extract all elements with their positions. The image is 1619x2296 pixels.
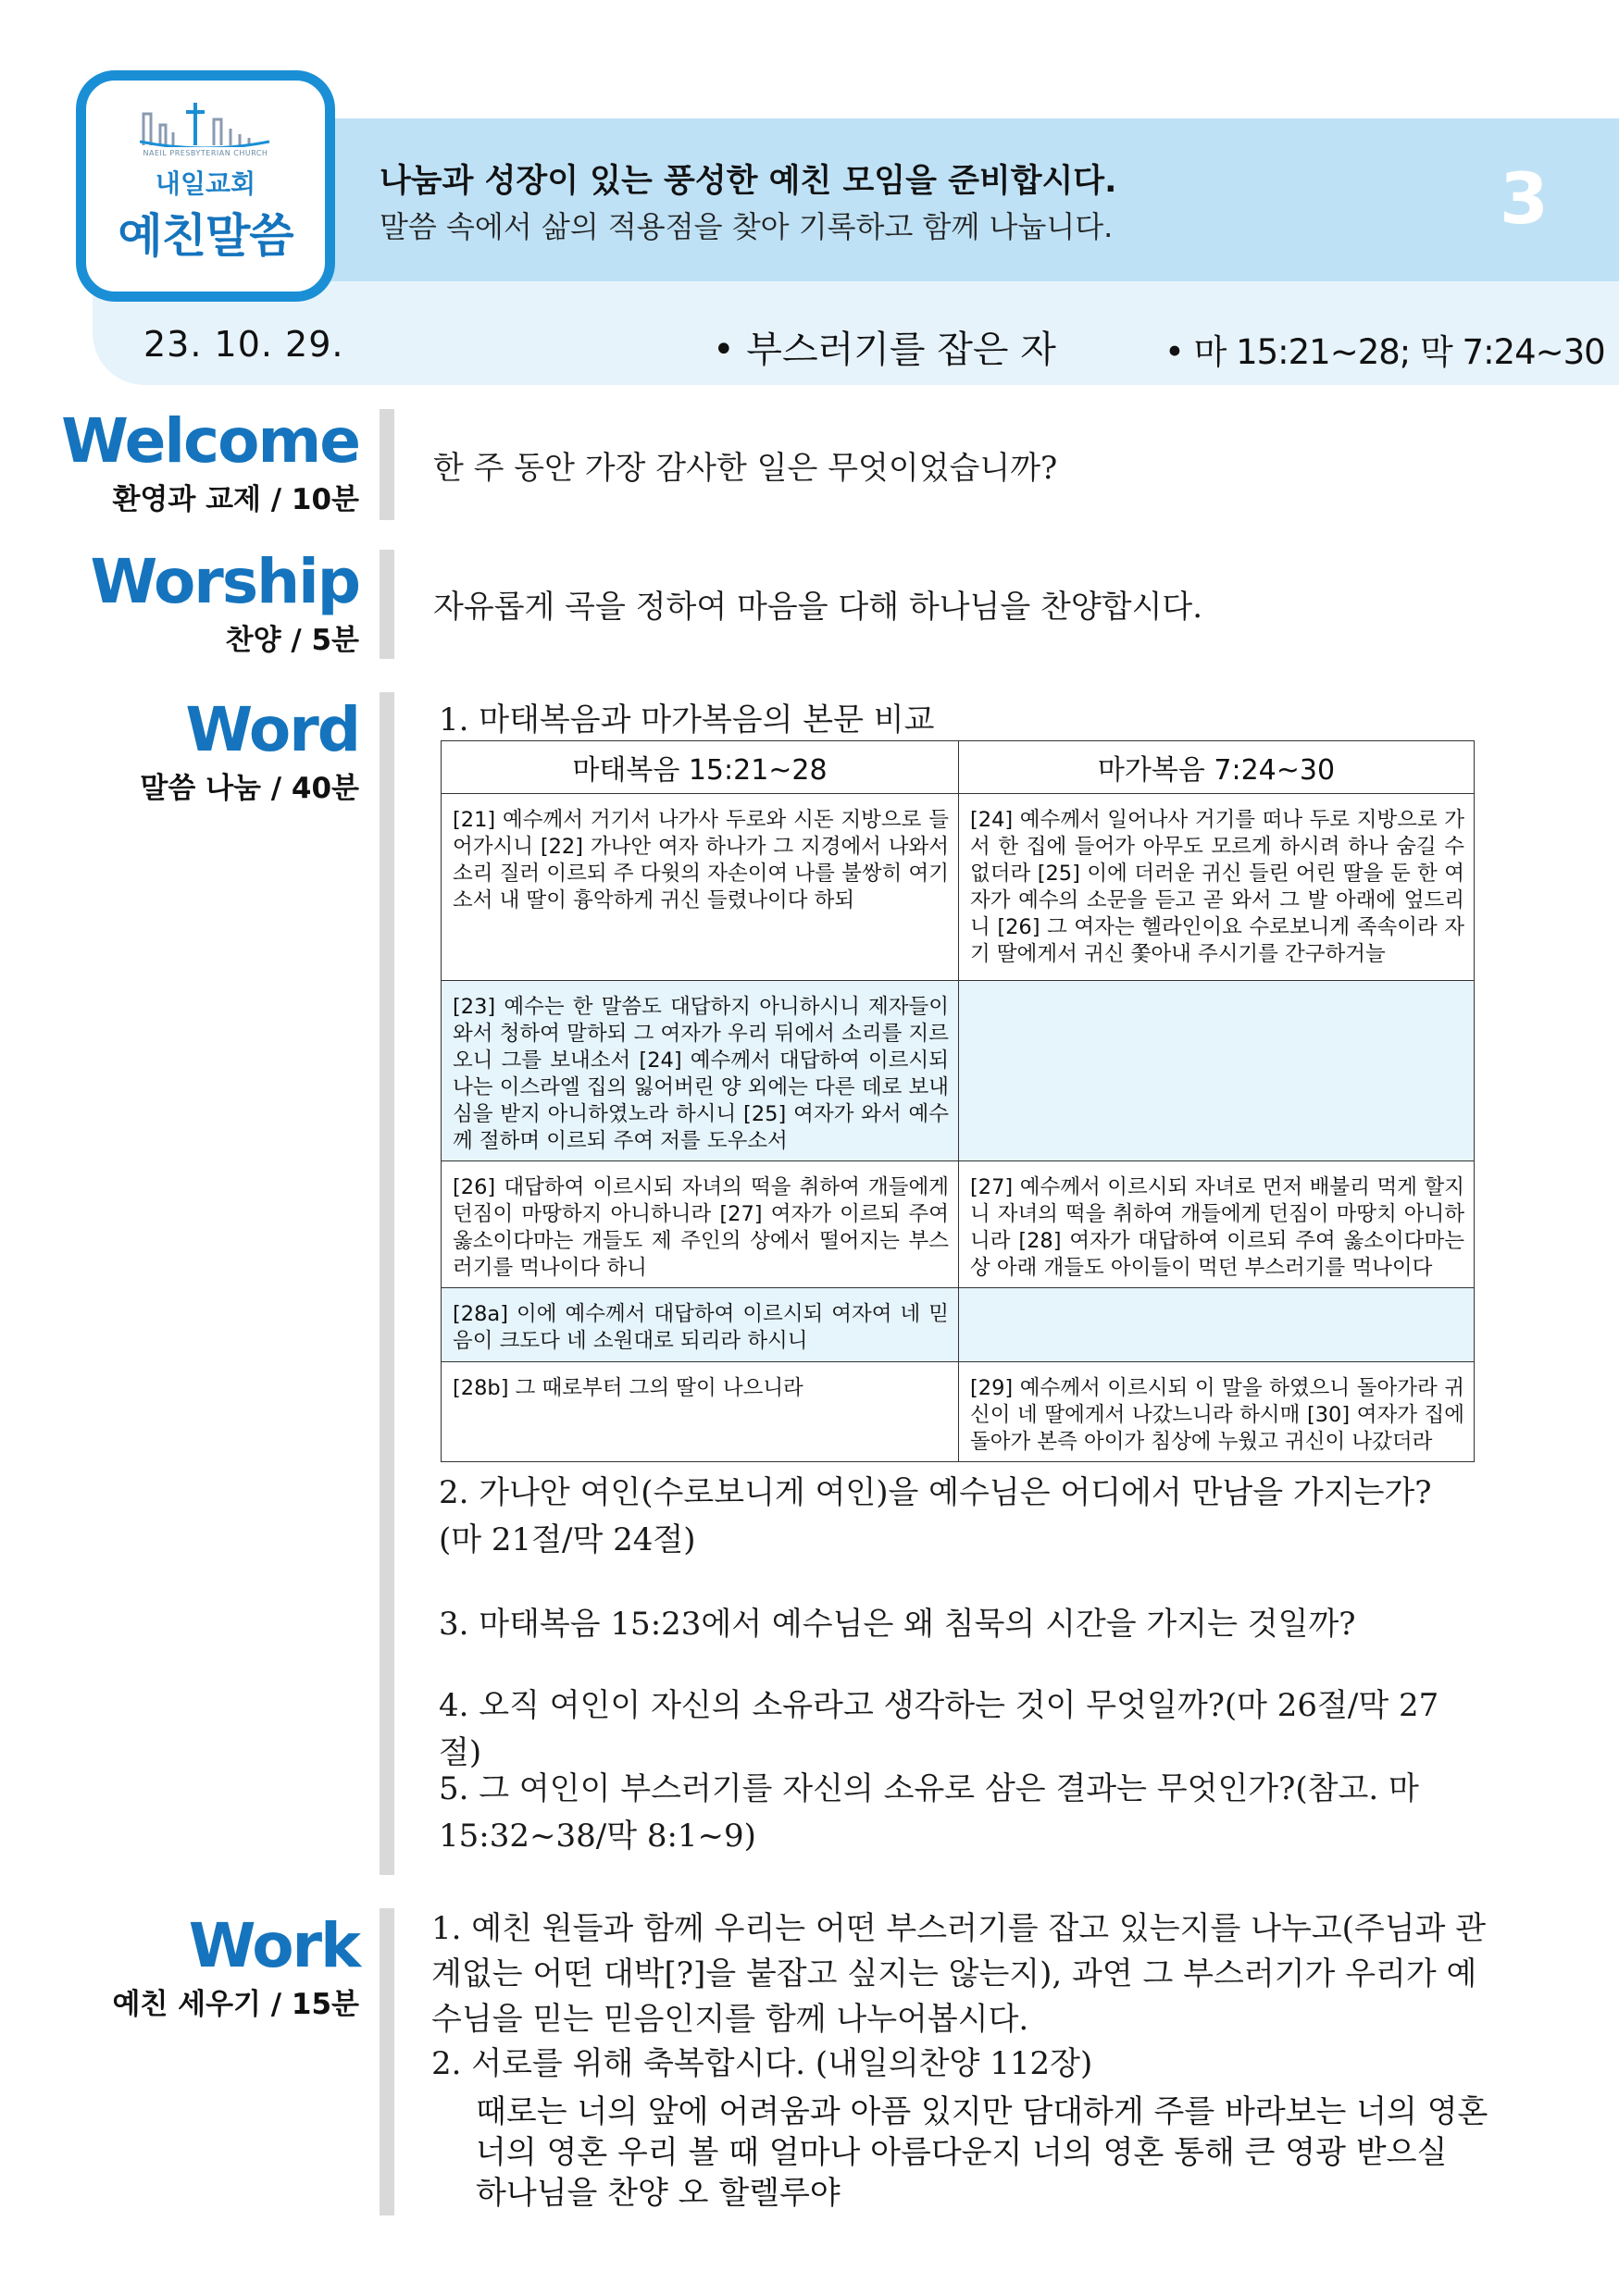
word-question-5: 5. 그 여인이 부스러기를 자신의 소유로 삼은 결과는 무엇인가?(참고. 마 15:32~38/막 8:1~9) xyxy=(439,1770,1419,1855)
table-header-mark: 마가복음 7:24~30 xyxy=(959,741,1475,794)
table-cell: [28a] 이에 예수께서 대답하여 이르시되 여자여 네 믿음이 크도다 네 소원대로 되리라 하시니 xyxy=(442,1288,959,1362)
logo-title: 예친말씀 xyxy=(118,209,293,263)
word-subtitle: 말씀 나눔 / 40분 xyxy=(140,772,359,805)
word-question-3: 3. 마태복음 15:23에서 예수님은 왜 침묵의 시간을 가지는 것일까? xyxy=(439,1606,1356,1643)
word-question-1: 1. 마태복음과 마가복음의 본문 비교 xyxy=(439,701,935,738)
work-item-1: 1. 예친 원들과 함께 우리는 어떤 부스러기를 잡고 있는지를 나누고(주님과 관계없는 어떤 대박[?]을 붙잡고 싶지는 않는지), 과연 그 부스러기가 우리가 예수님을 믿는 믿음인지를 함께 나누어봅시다. xyxy=(431,1910,1487,2038)
welcome-question: 한 주 동안 가장 감사한 일은 무엇이었습니까? xyxy=(433,450,1058,487)
word-question-2: 2. 가나안 여인(수로보니게 여인)을 예수님은 어디에서 만남을 가지는가? (마 21절/막 24절) xyxy=(439,1474,1432,1558)
header-headline: 나눔과 성장이 있는 풍성한 예친 모임을 준비합시다. xyxy=(380,163,1117,200)
table-cell: [21] 예수께서 거기서 나가사 두로와 시돈 지방으로 들어가시니 [22] 가나안 여자 하나가 그 지경에서 나와서 소리 질러 이르되 주 다윗의 자손이여 나를 불쌍히 여기소서 내 딸이 흉악하게 귀신 들렸나이다 하되 xyxy=(442,794,959,981)
hymn-line-3: 하나님을 찬양 오 할렐루야 xyxy=(476,2175,841,2212)
logo xyxy=(76,70,335,302)
sermon-title: • 부스러기를 잡은 자 xyxy=(713,329,1056,371)
worship-divider xyxy=(380,550,394,659)
welcome-title: Welcome xyxy=(61,405,359,477)
table-cell xyxy=(959,1288,1475,1362)
word-title: Word xyxy=(185,694,359,765)
table-cell: [26] 대답하여 이르시되 자녀의 떡을 취하여 개들에게 던짐이 마땅하지 아니하니라 [27] 여자가 이르되 주여 옳소이다마는 개들도 제 주인의 상에서 떨어지는 부스러기를 먹나이다 하니 xyxy=(442,1161,959,1288)
page-number: 3 xyxy=(1500,157,1549,240)
scripture-reference: • 마 15:21~28; 막 7:24~30 xyxy=(1164,332,1605,372)
hymn-line-1: 때로는 너의 앞에 어려움과 아픔 있지만 담대하게 주를 바라보는 너의 영혼 xyxy=(476,2093,1488,2130)
table-cell xyxy=(959,981,1475,1161)
work-subtitle: 예친 세우기 / 15분 xyxy=(112,1988,359,2021)
work-title: Work xyxy=(188,1910,359,1981)
worship-subtitle: 찬양 / 5분 xyxy=(225,624,359,657)
word-divider xyxy=(380,692,394,1875)
scripture-comparison-table xyxy=(441,740,1475,1462)
welcome-subtitle: 환영과 교제 / 10분 xyxy=(112,483,359,516)
table-cell: [28b] 그 때로부터 그의 딸이 나으니라 xyxy=(442,1362,959,1462)
worship-instruction: 자유롭게 곡을 정하여 마음을 다해 하나님을 찬양합시다. xyxy=(433,589,1203,626)
logo-caption: NAEIL PRESBYTERIAN CHURCH xyxy=(143,149,268,157)
word-question-4: 4. 오직 여인이 자신의 소유라고 생각하는 것이 무엇일까?(마 26절/막 27절) xyxy=(439,1687,1439,1771)
welcome-divider xyxy=(380,409,394,520)
table-row xyxy=(442,1161,1475,1288)
church-skyline-logo-icon xyxy=(140,101,271,147)
header-subline: 말씀 속에서 삶의 적용점을 찾아 기록하고 함께 나눕니다. xyxy=(380,209,1114,244)
table-row xyxy=(442,981,1475,1161)
worship-title: Worship xyxy=(90,546,359,617)
table-cell: [24] 예수께서 일어나사 거기를 떠나 두로 지방으로 가서 한 집에 들어가 아무도 모르게 하시려 하나 숨길 수 없더라 [25] 이에 더러운 귀신 들린 어린 딸을 둔 한 여자가 예수의 소문을 듣고 곧 와서 그 발 아래에 엎드리니 [26] 그 여자는 헬라인이요 수로보니게 족속이라 자기 딸에게서 귀신 쫓아내 주시기를 간구하거늘 xyxy=(959,794,1475,981)
work-divider xyxy=(380,1908,394,2215)
table-cell: [27] 예수께서 이르시되 자녀로 먼저 배불리 먹게 할지니 자녀의 떡을 취하여 개들에게 던짐이 마땅치 아니하니라 [28] 여자가 대답하여 이르되 주여 옳소이다마는 상 아래 개들도 아이들이 먹던 부스러기를 먹나이다 xyxy=(959,1161,1475,1288)
service-date: 23. 10. 29. xyxy=(143,324,344,365)
logo-church-name: 내일교회 xyxy=(155,168,256,199)
hymn-line-2: 너의 영혼 우리 볼 때 얼마나 아름다운지 너의 영혼 통해 큰 영광 받으실 xyxy=(476,2134,1448,2171)
table-cell: [29] 예수께서 이르시되 이 말을 하였으니 돌아가라 귀신이 네 딸에게서 나갔느니라 하시매 [30] 여자가 집에 돌아가 본즉 아이가 침상에 누웠고 귀신이 나갔더라 xyxy=(959,1362,1475,1462)
table-row xyxy=(442,1288,1475,1362)
table-cell: [23] 예수는 한 말씀도 대답하지 아니하시니 제자들이 와서 청하여 말하되 그 여자가 우리 뒤에서 소리를 지르오니 그를 보내소서 [24] 예수께서 대답하여 이르시되 나는 이스라엘 집의 잃어버린 양 외에는 다른 데로 보내심을 받지 아니하였노라 하시니 [25] 여자가 와서 예수께 절하며 이르되 주여 저를 도우소서 xyxy=(442,981,959,1161)
table-row xyxy=(442,1362,1475,1462)
table-header-row xyxy=(442,741,1475,794)
work-item-2: 2. 서로를 위해 축복합시다. (내일의찬양 112장) xyxy=(431,2045,1093,2082)
table-header-matthew: 마태복음 15:21~28 xyxy=(442,741,959,794)
table-row xyxy=(442,794,1475,981)
